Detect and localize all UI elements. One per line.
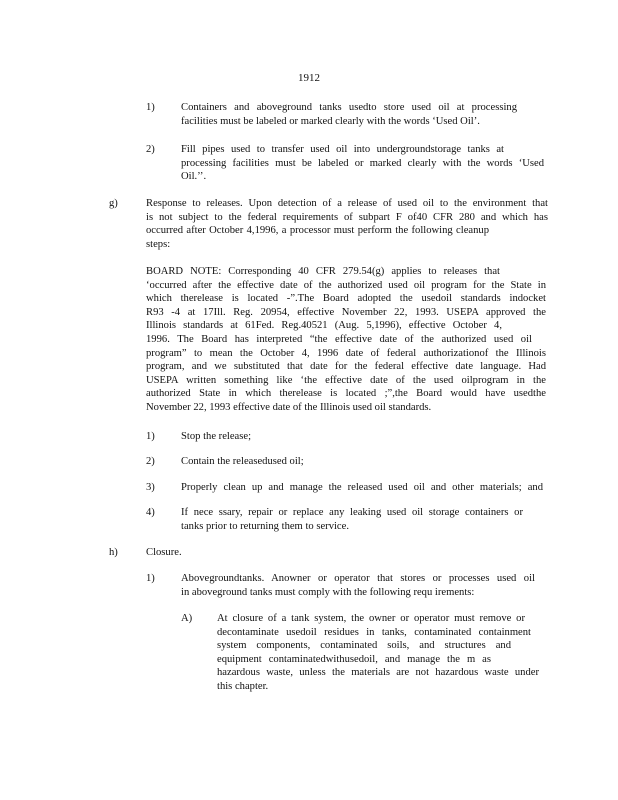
text-line: in aboveground tanks must comply with the following requ irements: (181, 586, 475, 598)
text-line: Stop the release; (181, 431, 252, 442)
text-line: ‘occurred after the effective date of the authorized used oil program for the State in (146, 279, 546, 291)
text-line: tanks prior to returning them to service. (181, 520, 349, 532)
page-number: 1912 (298, 72, 320, 84)
list-item-text (181, 481, 543, 495)
text-line: Response to releases. Upon detection of a release of used oil to the environment that (146, 198, 548, 209)
text-line: Properly clean up and manage the released used oil and other materials; and (181, 482, 543, 493)
list-marker: 3) (146, 482, 155, 493)
text-line: Oil.’’. (181, 171, 207, 183)
text-line: November 22, 1993 effective date of the Illinois used oil standards. (146, 401, 432, 413)
text-line: occurred after October 4,1996, a processor must perform the following cleanup (146, 225, 489, 237)
text-line: R93 -4 at 17Ill. Reg. 20954, effective November 22, 1993. USEPA approved the (146, 306, 546, 318)
text-line: Illinois standards at 61Fed. Reg.40521 (Aug. 5,1996), effective October 4, (146, 320, 502, 332)
list-marker: 4) (146, 507, 155, 518)
list-item-text (181, 455, 541, 469)
text-line: which therelease is located -”.The Board adopted the usedoil standards indocket (146, 293, 546, 305)
text-line: program, and we substituted that date for the federal effective date language. Had (146, 361, 546, 373)
list-marker: 2) (146, 144, 155, 155)
text-line: hazardous waste, unless the materials are not hazardous waste under (217, 667, 539, 679)
text-line: Abovegroundtanks. Anowner or operator that stores or processes used oil (181, 573, 535, 584)
text-line: Contain the releasedused oil; (181, 456, 304, 467)
sublist-marker: A) (181, 613, 193, 624)
text-line: is not subject to the federal requirements of subpart F of40 CFR 280 and which has (146, 211, 548, 223)
text-line: system components, contaminated soils, and structures and (217, 640, 511, 652)
board-note (146, 265, 546, 415)
text-line: BOARD NOTE: Corresponding 40 CFR 279.54(g) applies to releases that (146, 266, 500, 277)
section-heading (146, 546, 346, 560)
text-line: equipment contaminatedwithusedoil, and manage the m as (217, 653, 491, 665)
list-item-text (181, 143, 544, 184)
section-text (146, 197, 548, 251)
text-line: 1996. The Board has interpreted “the effective date of the authorized used oil (146, 333, 532, 345)
text-line: Containers and aboveground tanks usedto store used oil at processing (181, 102, 517, 113)
text-line: authorized State in which therelease is located ;”,the Board would have usedthe (146, 388, 546, 400)
text-line: Closure. (146, 547, 182, 558)
list-item-text (181, 430, 541, 444)
text-line: program” to mean the October 4, 1996 date of federal authorizationof the Illinois (146, 347, 546, 359)
sublist-item-text (217, 612, 539, 694)
list-marker: 1) (146, 573, 155, 584)
text-line: processing facilities must be labeled or marked clearly with the words ‘Used (181, 157, 544, 169)
section-marker: g) (109, 198, 118, 209)
text-line: decontaminate usedoil residues in tanks, contaminated containment (217, 626, 531, 638)
list-marker: 2) (146, 456, 155, 467)
list-item-text (181, 101, 517, 128)
section-marker: h) (109, 547, 118, 558)
list-item-text (181, 572, 535, 599)
text-line: facilities must be labeled or marked clearly with the words ‘Used Oil’. (181, 115, 480, 127)
text-line: this chapter. (217, 680, 269, 692)
text-line: steps: (146, 238, 171, 250)
list-marker: 1) (146, 431, 155, 442)
list-item-text (181, 506, 523, 533)
text-line: At closure of a tank system, the owner or operator must remove or (217, 613, 525, 624)
text-line: If nece ssary, repair or replace any leaking used oil storage containers or (181, 507, 523, 518)
text-line: Fill pipes used to transfer used oil into undergroundstorage tanks at (181, 144, 504, 155)
list-marker: 1) (146, 102, 155, 113)
text-line: USEPA written something like ‘the effective date of the used oilprogram in the (146, 374, 546, 386)
